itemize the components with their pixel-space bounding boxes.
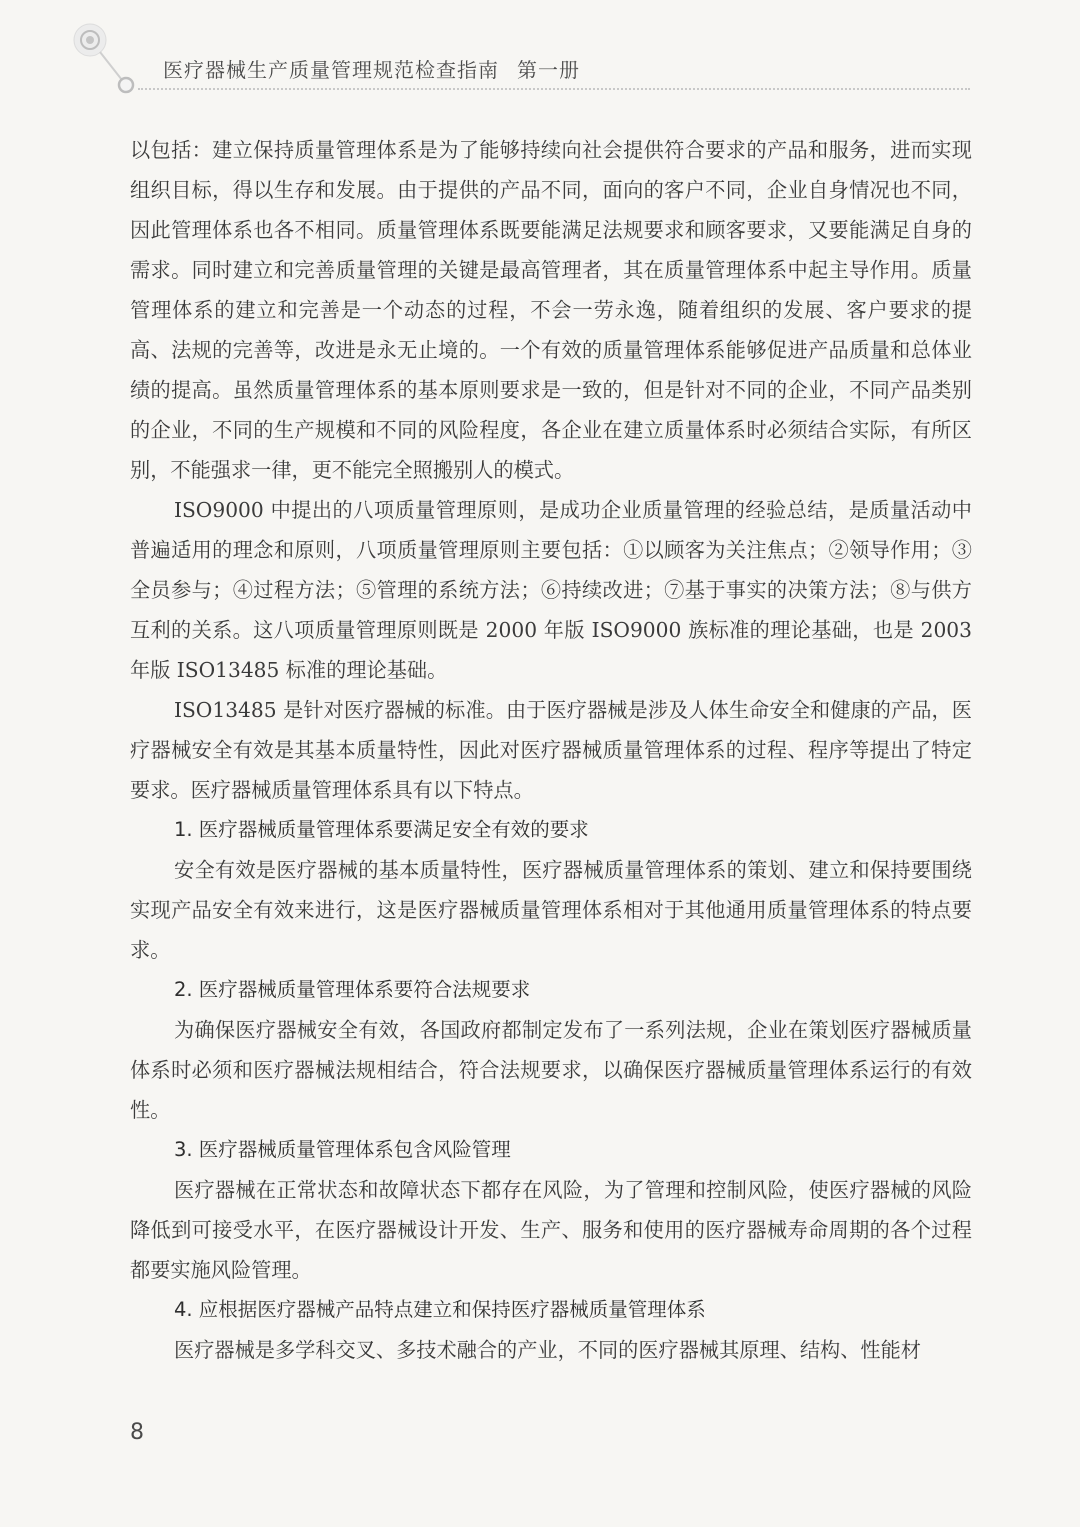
section-heading-1: 1. 医疗器械质量管理体系要满足安全有效的要求 <box>174 818 589 841</box>
header-decoration-icon <box>70 22 140 102</box>
paragraph-regulations: 为确保医疗器械安全有效，各国政府都制定发布了一系列法规，企业在策划医疗器械质量体系时必须和医疗器械法规相结合，符合法规要求，以确保医疗器械质量管理体系运行的有效性。 <box>130 1018 972 1122</box>
paragraph-risk-management: 医疗器械在正常状态和故障状态下都存在风险，为了管理和控制风险，使医疗器械的风险降低到可接受水平，在医疗器械设计开发、生产、服务和使用的医疗器械寿命周期的各个过程都要实施风险管理。 <box>130 1178 972 1282</box>
volume-label: 第一册 <box>517 58 580 82</box>
paragraph-safety-effectiveness: 安全有效是医疗器械的基本质量特性，医疗器械质量管理体系的策划、建立和保持要围绕实现产品安全有效来进行，这是医疗器械质量管理体系相对于其他通用质量管理体系的特点要求。 <box>130 858 972 962</box>
page-body <box>130 130 972 1370</box>
section-heading-4: 4. 应根据医疗器械产品特点建立和保持医疗器械质量管理体系 <box>174 1298 706 1321</box>
paragraph-continued: 以包括：建立保持质量管理体系是为了能够持续向社会提供符合要求的产品和服务，进而实现组织目标，得以生存和发展。由于提供的产品不同，面向的客户不同，企业自身情况也不同，因此管理体系也各不相同。质量管理体系既要能满足法规要求和顾客要求，又要能满足自身的需求。同时建立和完善质量管理的关键是最高管理者，其在质量管理体系中起主导作用。质量管理体系的建立和完善是一个动态的过程，不会一劳永逸，随着组织的发展、客户要求的提高、法规的完善等，改进是永无止境的。一个有效的质量管理体系能够促进产品质量和总体业绩的提高。虽然质量管理体系的基本原则要求是一致的，但是针对不同的企业，不同产品类别的企业，不同的生产规模和不同的风险程度，各企业在建立质量体系时必须结合实际，有所区别，不能强求一律，更不能完全照搬别人的模式。 <box>130 138 972 482</box>
header-divider <box>138 88 970 90</box>
book-title: 医疗器械生产质量管理规范检查指南 <box>163 58 499 82</box>
running-header <box>163 54 580 83</box>
paragraph-iso9000-principles: ISO9000 中提出的八项质量管理原则，是成功企业质量管理的经验总结，是质量活动中普遍适用的理念和原则，八项质量管理原则主要包括：①以顾客为关注焦点；②领导作用；③全员参与；④过程方法；⑤管理的系统方法；⑥持续改进；⑦基于事实的决策方法；⑧与供方互利的关系。这八项质量管理原则既是 2000 年版 ISO9000 族标准的理论基础，也是 2003 年版 ISO13485 标准的理论基础。 <box>130 498 972 682</box>
section-heading-3: 3. 医疗器械质量管理体系包含风险管理 <box>174 1138 511 1161</box>
paragraph-iso13485: ISO13485 是针对医疗器械的标准。由于医疗器械是涉及人体生命安全和健康的产品，医疗器械安全有效是其基本质量特性，因此对医疗器械质量管理体系的过程、程序等提出了特定要求。医疗器械质量管理体系具有以下特点。 <box>130 698 972 802</box>
page-number: 8 <box>130 1420 144 1445</box>
paragraph-product-characteristics: 医疗器械是多学科交叉、多技术融合的产业，不同的医疗器械其原理、结构、性能材 <box>174 1338 921 1362</box>
section-heading-2: 2. 医疗器械质量管理体系要符合法规要求 <box>174 978 531 1001</box>
